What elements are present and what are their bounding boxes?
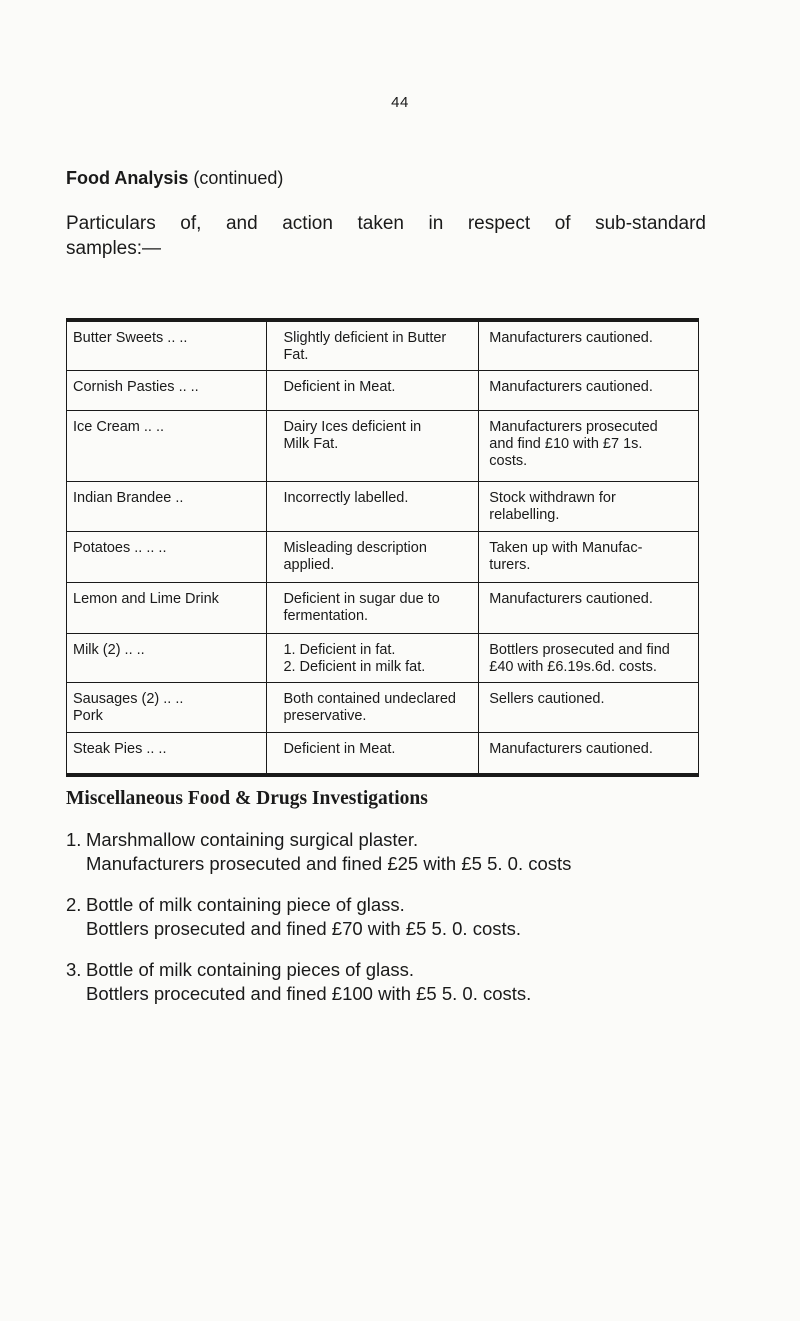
- action-cell: [479, 482, 699, 532]
- item-line-2: Bottlers procecuted and fined £100 with £5 5. 0. costs.: [86, 983, 532, 1004]
- table-row: [67, 371, 699, 411]
- action-text: Sellers cautioned.: [489, 691, 605, 707]
- finding-cell: [267, 411, 479, 482]
- table-row: [67, 634, 699, 683]
- finding-cell: [267, 320, 479, 371]
- action-cell: [479, 583, 699, 634]
- action-cell: [479, 532, 699, 583]
- action-cell: [479, 683, 699, 733]
- item-line-2: Manufacturers prosecuted and fined £25 with £5 5. 0. costs: [86, 853, 572, 874]
- action-cell: [479, 371, 699, 411]
- section-heading: [66, 168, 283, 189]
- finding-text: Deficient in Meat.: [283, 741, 396, 757]
- section-title: Food Analysis: [66, 168, 189, 188]
- list-item: [66, 958, 766, 1006]
- finding-text: Deficient in Meat.: [283, 379, 396, 395]
- sample-cell: [67, 320, 267, 371]
- action-cell: [479, 411, 699, 482]
- item-number: 1.: [66, 829, 82, 850]
- finding-text: Both contained undeclared preservative.: [283, 691, 456, 724]
- item-number: 2.: [66, 894, 82, 915]
- finding-text: 1. Deficient in fat. 2. Deficient in milk fat.: [283, 642, 426, 675]
- sample-cell: [67, 683, 267, 733]
- sample-cell: [67, 583, 267, 634]
- finding-cell: [267, 482, 479, 532]
- finding-cell: [267, 532, 479, 583]
- table-row: [67, 532, 699, 583]
- action-text: Manufacturers cautioned.: [489, 330, 653, 346]
- action-cell: [479, 634, 699, 683]
- sample-name: Cornish Pasties .. ..: [73, 379, 199, 395]
- action-text: Taken up with Manufac- turers.: [489, 540, 643, 573]
- sample-name: Butter Sweets .. ..: [73, 330, 188, 346]
- item-line-1: Bottle of milk containing pieces of glass.: [86, 959, 415, 980]
- sample-name: Ice Cream .. ..: [73, 419, 165, 435]
- misc-investigations-heading: Miscellaneous Food & Drugs Investigations: [66, 788, 428, 809]
- item-number: 3.: [66, 959, 82, 980]
- action-text: Manufacturers cautioned.: [489, 591, 653, 607]
- sample-cell: [67, 634, 267, 683]
- page-number: 44: [391, 94, 409, 111]
- finding-text: Incorrectly labelled.: [283, 490, 409, 506]
- action-text: Manufacturers prosecuted and find £10 with £7 1s. costs.: [489, 419, 658, 469]
- action-cell: [479, 733, 699, 776]
- finding-text: Misleading description applied.: [283, 540, 427, 573]
- finding-text: Dairy Ices deficient in Milk Fat.: [283, 419, 422, 452]
- sample-cell: [67, 532, 267, 583]
- list-item: [66, 828, 766, 876]
- intro-line-1: Particulars of, and action taken in respect of sub-standard: [66, 213, 706, 234]
- sample-name: Milk (2) .. ..: [73, 642, 145, 658]
- table-row: [67, 482, 699, 532]
- item-line-2: Bottlers prosecuted and fined £70 with £5 5. 0. costs.: [86, 918, 522, 939]
- misc-investigations-list: [66, 828, 766, 1023]
- sample-name: Indian Brandee ..: [73, 490, 184, 506]
- item-line-1: Bottle of milk containing piece of glass.: [86, 894, 405, 915]
- sample-cell: [67, 733, 267, 776]
- sample-cell: [67, 411, 267, 482]
- sample-name: Sausages (2) .. .. Pork: [73, 691, 184, 724]
- table-row: [67, 683, 699, 733]
- finding-text: Deficient in sugar due to fermentation.: [283, 591, 440, 624]
- finding-text: Slightly deficient in Butter Fat.: [283, 330, 447, 363]
- action-text: Manufacturers cautioned.: [489, 741, 653, 757]
- table-row: [67, 320, 699, 371]
- sample-cell: [67, 371, 267, 411]
- item-line-1: Marshmallow containing surgical plaster.: [86, 829, 419, 850]
- finding-cell: [267, 683, 479, 733]
- action-text: Bottlers prosecuted and find £40 with £6.19s.6d. costs.: [489, 642, 670, 675]
- finding-cell: [267, 733, 479, 776]
- list-item: [66, 893, 766, 941]
- finding-cell: [267, 583, 479, 634]
- table-row: [67, 411, 699, 482]
- finding-cell: [267, 634, 479, 683]
- sample-name: Steak Pies .. ..: [73, 741, 167, 757]
- sub-standard-samples-table: [66, 318, 699, 777]
- finding-cell: [267, 371, 479, 411]
- sample-cell: [67, 482, 267, 532]
- action-text: Stock withdrawn for relabelling.: [489, 490, 616, 523]
- table-row: [67, 733, 699, 776]
- action-cell: [479, 320, 699, 371]
- intro-line-2: samples:—: [66, 238, 162, 259]
- sample-name: Potatoes .. .. ..: [73, 540, 167, 556]
- action-text: Manufacturers cautioned.: [489, 379, 653, 395]
- sample-name: Lemon and Lime Drink: [73, 591, 219, 607]
- table-row: [67, 583, 699, 634]
- section-title-suffix: (continued): [188, 168, 284, 188]
